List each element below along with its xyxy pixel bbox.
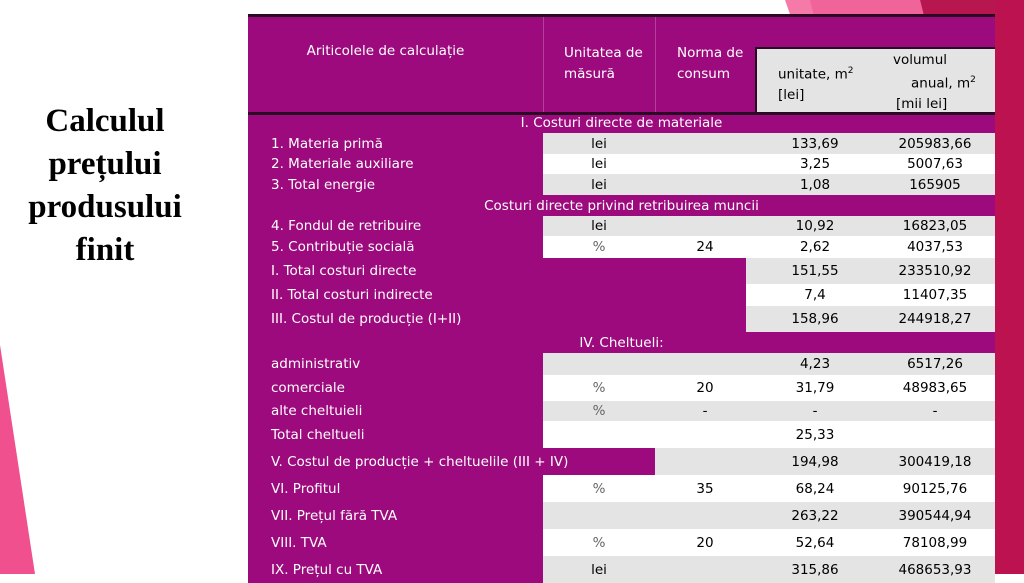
section-expenses: IV. Cheltueli: bbox=[248, 332, 995, 353]
row-per-unit: 158,96 bbox=[791, 311, 839, 327]
row-unit: lei bbox=[591, 156, 607, 172]
row-unit: lei bbox=[591, 176, 607, 193]
row-per-unit: 194,98 bbox=[791, 453, 839, 470]
row-label: 4. Fondul de retribuire bbox=[248, 216, 543, 236]
table-top-border bbox=[248, 14, 995, 17]
row-label: VIII. TVA bbox=[248, 529, 543, 556]
header-divider bbox=[655, 15, 656, 113]
row-label: administrativ bbox=[248, 353, 543, 375]
title-line-2: prețului bbox=[48, 146, 162, 182]
row-per-unit: 2,62 bbox=[799, 239, 831, 255]
row-unit: lei bbox=[591, 135, 607, 152]
decorative-pink-wedge bbox=[0, 0, 40, 574]
header-norma-line1: Norma de bbox=[677, 45, 744, 61]
header-annual-line1: volumul bbox=[893, 52, 948, 68]
row-label: alte cheltuieli bbox=[248, 401, 543, 421]
header-unit-cost bbox=[778, 61, 888, 105]
row-label: 2. Materiale auxiliare bbox=[248, 154, 543, 174]
row-unit: % bbox=[592, 480, 606, 497]
header-annual bbox=[893, 50, 993, 114]
row-annual: - bbox=[932, 403, 938, 419]
row-per-unit: 68,24 bbox=[795, 480, 835, 497]
header-annual-line3: [mii lei] bbox=[896, 95, 948, 112]
row-label: II. Total costuri indirecte bbox=[271, 287, 433, 303]
row-annual: 390544,94 bbox=[898, 507, 972, 524]
row-per-unit: 52,64 bbox=[795, 534, 835, 551]
row-unit: % bbox=[592, 239, 606, 255]
row-label: VII. Prețul fără TVA bbox=[248, 502, 543, 529]
row-label: IX. Prețul cu TVA bbox=[248, 556, 543, 583]
row-label: 1. Materia primă bbox=[248, 133, 543, 154]
row-unit: % bbox=[592, 403, 606, 419]
row-unit: lei bbox=[591, 561, 607, 578]
header-bottom-border bbox=[248, 112, 995, 115]
row-annual: 244918,27 bbox=[898, 311, 972, 327]
row-annual: 205983,66 bbox=[898, 135, 972, 152]
row-label: VI. Profitul bbox=[248, 475, 543, 502]
row-unit: % bbox=[592, 534, 606, 551]
header-articole: Ariticolele de calculație bbox=[306, 43, 465, 59]
row-unit: lei bbox=[591, 218, 607, 234]
decorative-crimson-band bbox=[995, 0, 1024, 574]
row-label: I. Total costuri directe bbox=[271, 263, 417, 279]
row-per-unit: - bbox=[812, 403, 818, 419]
title-line-3: produsului bbox=[28, 189, 182, 225]
header-norma bbox=[655, 43, 755, 85]
section-direct-labor: Costuri directe privind retribuirea muncii bbox=[248, 195, 995, 216]
row-norma: 35 bbox=[696, 480, 714, 497]
row-per-unit: 263,22 bbox=[791, 507, 839, 524]
row-unit: % bbox=[592, 380, 606, 396]
header-unitate bbox=[543, 43, 655, 85]
row-annual: 48983,65 bbox=[902, 380, 968, 396]
row-annual: 468653,93 bbox=[898, 561, 972, 578]
row-annual: 78108,99 bbox=[902, 534, 968, 551]
section-direct-materials: I. Costuri directe de materiale bbox=[248, 113, 995, 133]
row-per-unit: 31,79 bbox=[795, 380, 835, 396]
title-line-1: Calculul bbox=[45, 103, 165, 139]
header-unitate-line1: Unitatea de bbox=[564, 45, 643, 61]
row-label: V. Costul de producție + cheltuelile (III + IV) bbox=[248, 448, 655, 475]
row-per-unit: 133,69 bbox=[791, 135, 839, 152]
row-annual: 11407,35 bbox=[902, 287, 968, 303]
row-per-unit: 25,33 bbox=[795, 426, 835, 443]
header-unit-cost-line1: unitate, $m^2$ bbox=[778, 66, 854, 83]
row-norma: 20 bbox=[696, 380, 714, 396]
row-label: 5. Contribuție socială bbox=[248, 236, 543, 258]
title-line-4: finit bbox=[75, 232, 135, 268]
row-annual: 233510,92 bbox=[898, 263, 972, 279]
row-per-unit: 7,4 bbox=[804, 287, 826, 303]
row-annual: 300419,18 bbox=[898, 453, 972, 470]
row-annual: 90125,76 bbox=[902, 480, 968, 497]
row-per-unit: 3,25 bbox=[799, 156, 831, 172]
row-per-unit: 151,55 bbox=[791, 263, 839, 279]
header-divider bbox=[543, 15, 544, 113]
cost-calculation-table bbox=[248, 15, 995, 578]
header-norma-line2: consum bbox=[677, 66, 730, 82]
row-norma: 24 bbox=[696, 239, 714, 255]
row-annual: 165905 bbox=[909, 176, 961, 193]
header-annual-line2: anual, $m^2$ bbox=[911, 75, 976, 92]
row-annual: 5007,63 bbox=[907, 156, 963, 172]
slide-title bbox=[10, 100, 200, 272]
header-unit-cost-line2: [lei] bbox=[778, 86, 805, 103]
row-annual: 6517,26 bbox=[907, 356, 963, 372]
row-per-unit: 315,86 bbox=[791, 561, 839, 578]
row-norma: 20 bbox=[696, 534, 714, 551]
row-label: Total cheltueli bbox=[248, 421, 543, 448]
row-label: 3. Total energie bbox=[248, 174, 543, 195]
header-unitate-line2: măsură bbox=[564, 66, 615, 82]
row-label: comerciale bbox=[248, 375, 543, 401]
row-annual: 4037,53 bbox=[907, 239, 963, 255]
row-annual: 16823,05 bbox=[902, 218, 968, 234]
row-per-unit: 10,92 bbox=[795, 218, 835, 234]
row-label: III. Costul de producție (I+II) bbox=[271, 311, 462, 327]
row-per-unit: 4,23 bbox=[799, 356, 831, 372]
row-per-unit: 1,08 bbox=[799, 176, 831, 193]
row-norma: - bbox=[702, 403, 708, 419]
